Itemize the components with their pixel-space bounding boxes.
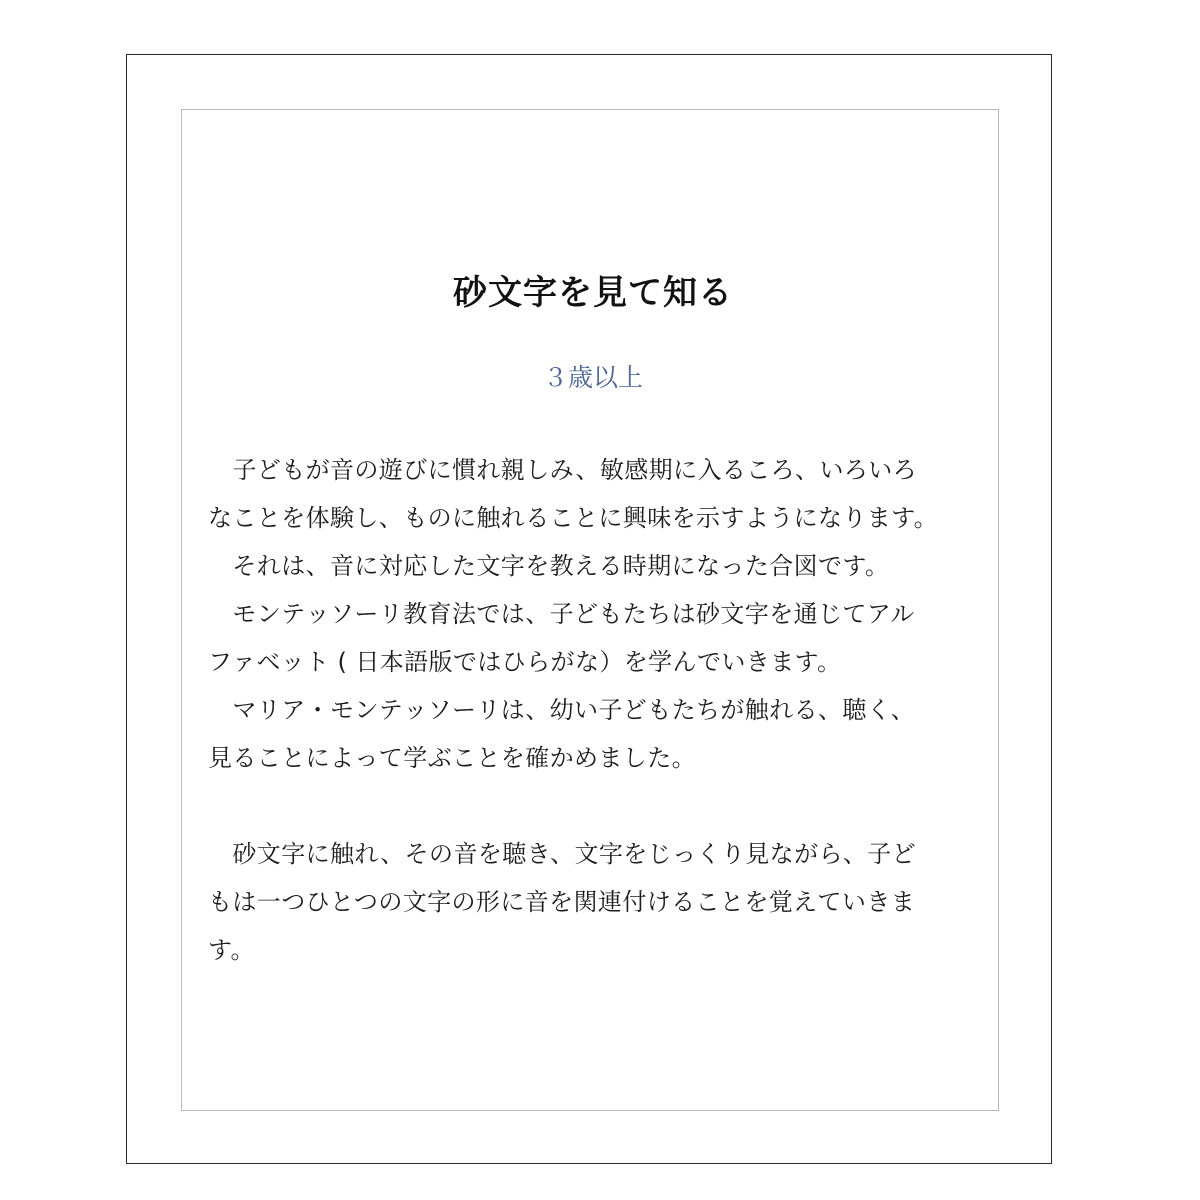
closing-paragraph: 砂文字に触れ、その音を聴き、文字をじっくり見ながら、子ど もは一つひとつの文字の形に音を関連付けることを覚えていきま す。 [208, 840, 917, 964]
body-text [208, 446, 978, 974]
paragraph: モンテッソーリ教育法では、子どもたちは砂文字を通じてアル ファベット ( 日本語版ではひらがな）を学んでいきます。 [208, 600, 915, 676]
page-title: 砂文字を見て知る [453, 273, 733, 313]
paragraph-gap [208, 782, 978, 830]
age-label: ３歳以上 [542, 364, 643, 392]
paragraph: それは、音に対応した文字を教える時期になった合図です。 [208, 552, 890, 580]
page-content [208, 264, 978, 974]
paragraph: マリア・モンテッソーリは、幼い子どもたちが触れる、聴く、 見ることによって学ぶことを確かめました。 [208, 696, 916, 772]
paragraph: 子どもが音の遊びに慣れ親しみ、敏感期に入るころ、いろいろ なことを体験し、ものに触れることに興味を示すようになります。 [208, 456, 939, 532]
